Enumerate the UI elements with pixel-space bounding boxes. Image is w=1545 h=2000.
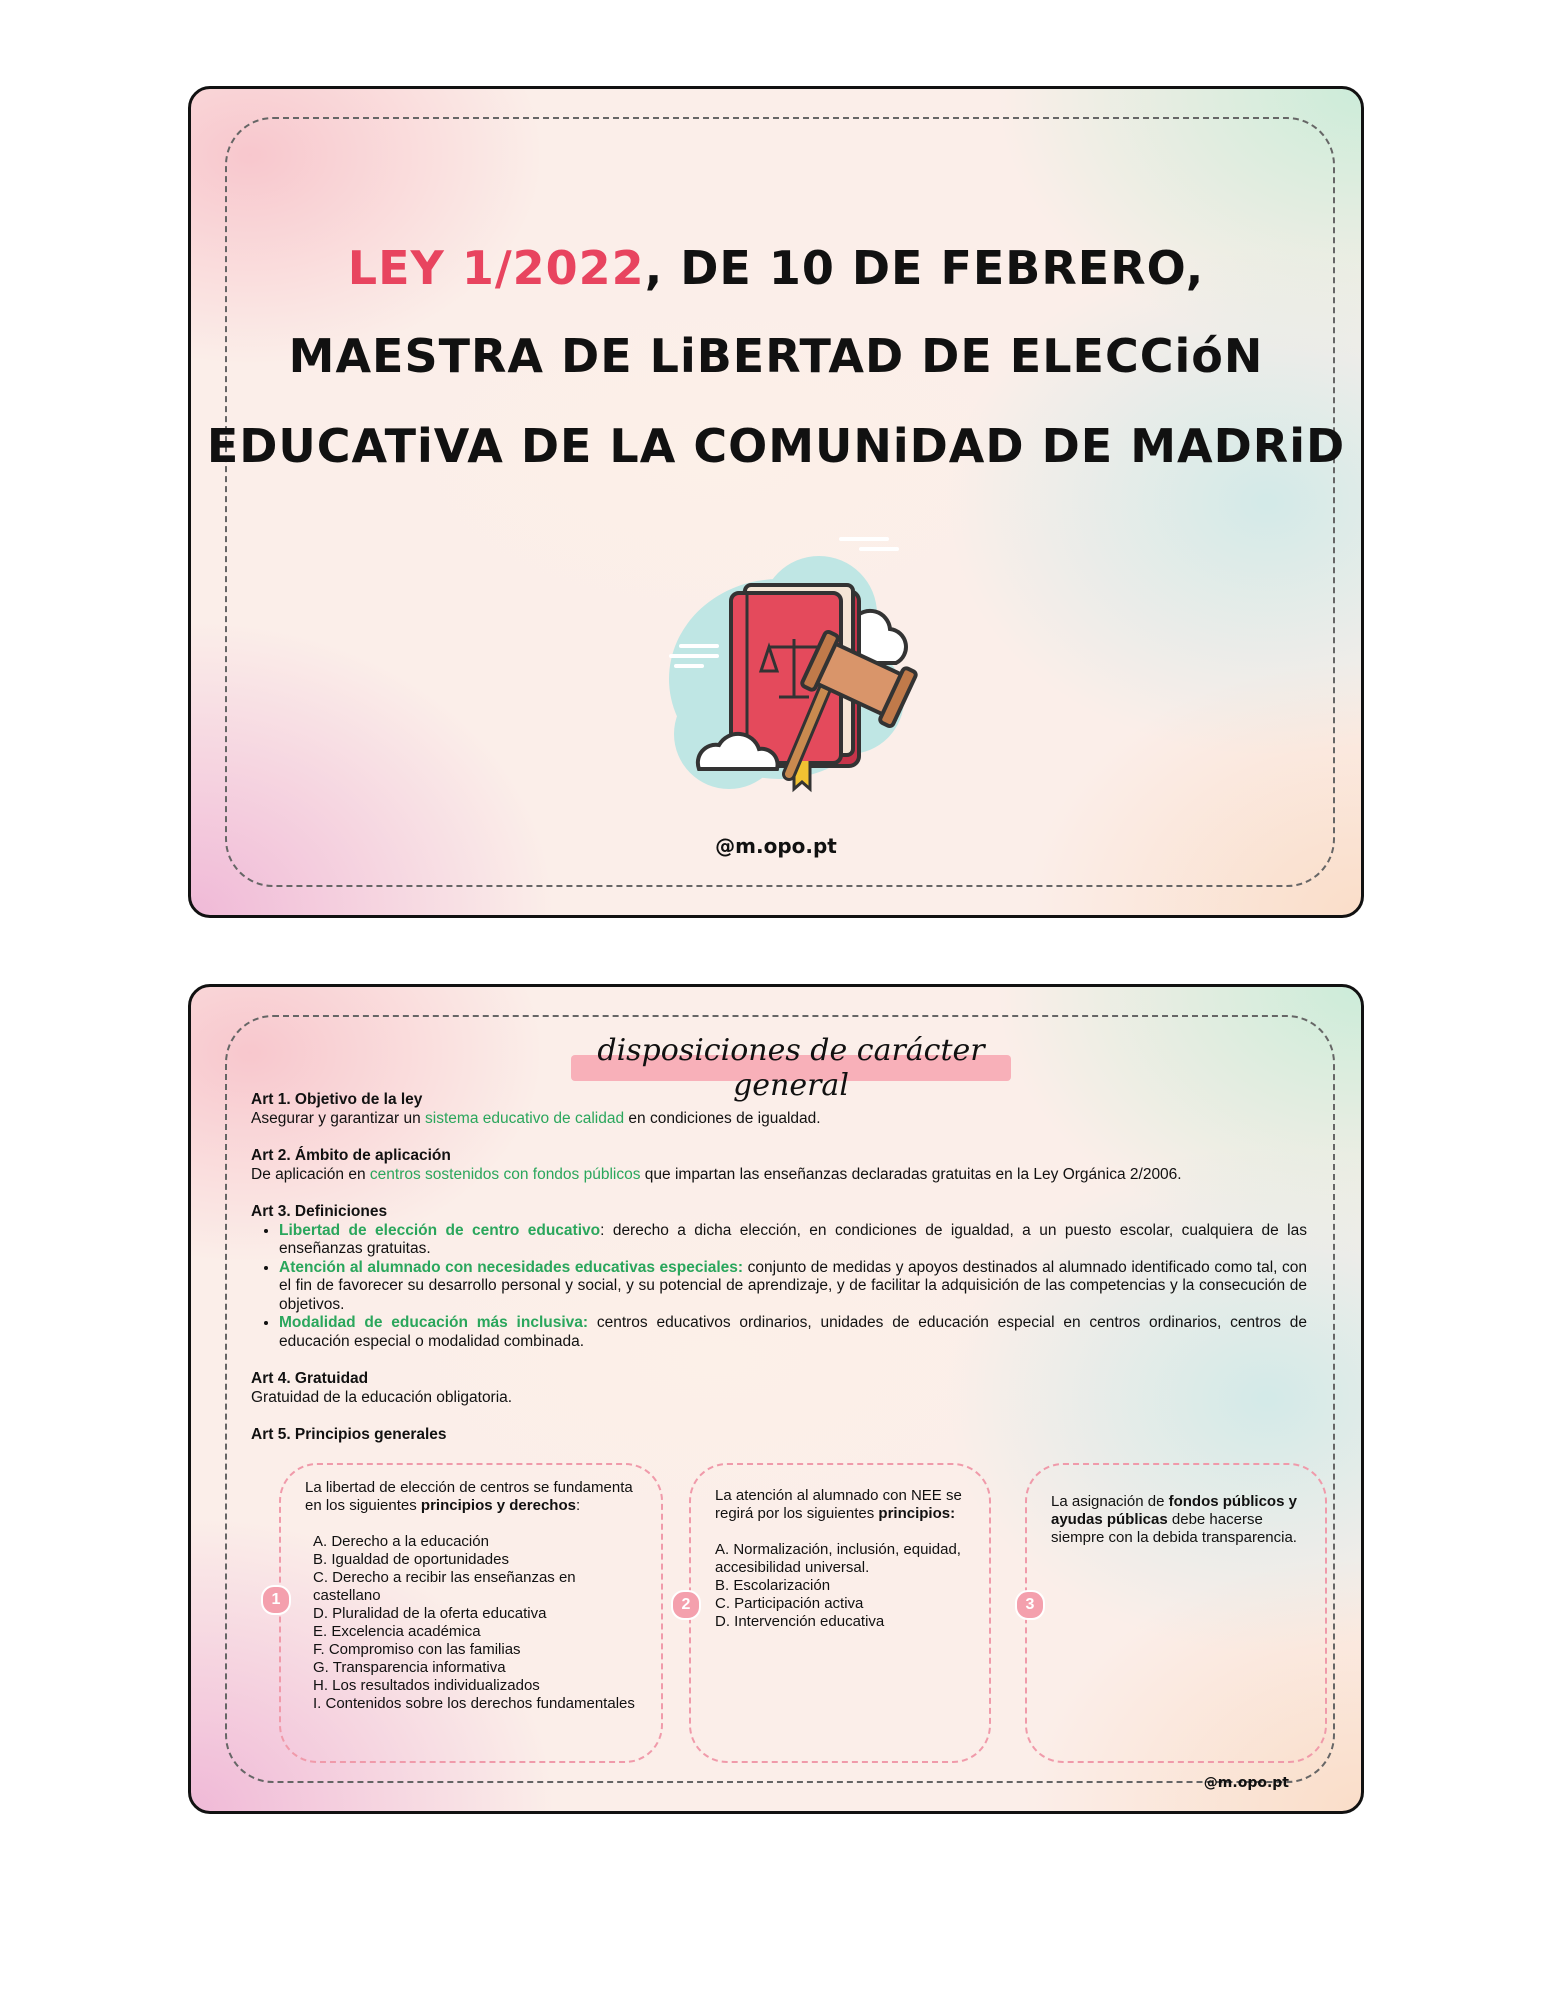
- article-2: [251, 1147, 1307, 1184]
- article-text: Asegurar y garantizar un sistema educativo de calidad en condiciones de igualdad.: [251, 1109, 821, 1127]
- article-4: [251, 1370, 1307, 1407]
- list-item: A. Normalización, inclusión, equidad, accesibilidad universal.: [715, 1541, 961, 1576]
- article-3: [251, 1203, 1307, 1351]
- list-item: • Atención al alumnado con necesidades educativas especiales: conjunto de medidas y apoyos destinados al alumnado identificado como tal, con el fin de favorecer su desarrollo personal y social, y su potencial de aprendizaje, y de facilitar la adquisición de las competencias y la consecución de objetivos.: [279, 1259, 1307, 1315]
- list-item: C. Participación activa: [715, 1595, 864, 1612]
- definitions-list: [251, 1222, 1307, 1352]
- list-item: D. Pluralidad de la oferta educativa: [313, 1605, 547, 1622]
- list-item: I. Contenidos sobre los derechos fundamentales: [313, 1695, 635, 1712]
- cover-slide: [188, 86, 1364, 918]
- article-title: Art 3. Definiciones: [251, 1203, 388, 1220]
- list-item: A. Derecho a la educación: [313, 1533, 489, 1550]
- list-item: F. Compromiso con las familias: [313, 1641, 521, 1658]
- number-badge-1: 1: [261, 1585, 291, 1615]
- article-1: [251, 1091, 1307, 1128]
- principles-box-1: [279, 1463, 663, 1763]
- article-title: Art 1. Objetivo de la ley: [251, 1091, 423, 1108]
- title-line-2: MAESTRA DE LiBERTAD DE ELECCióN: [288, 329, 1264, 383]
- article-title: Art 5. Principios generales: [251, 1426, 447, 1443]
- article-5: [251, 1426, 1307, 1445]
- section-title: disposiciones de carácter general: [571, 1033, 1011, 1075]
- law-book-gavel-illustration: [619, 529, 939, 799]
- number-badge-2: 2: [671, 1590, 701, 1620]
- author-handle: @m.opo.pt: [1203, 1775, 1289, 1791]
- author-handle: @m.opo.pt: [715, 834, 837, 858]
- article-title: Art 4. Gratuidad: [251, 1370, 369, 1387]
- box-text: La atención al alumnado con NEE se regirá por los siguientes principios: A. Normalización, inclusión, equidad, accesibilidad universal. B. Escolarización C. Participación activa D. Intervención educativa: [715, 1487, 973, 1631]
- title-line-1: LEY 1/2022, DE 10 DE FEBRERO,: [347, 241, 1205, 295]
- list-item: C. Derecho a recibir las enseñanzas en castellano: [313, 1569, 576, 1604]
- content-slide: [188, 984, 1364, 1814]
- number-badge-3: 3: [1015, 1590, 1045, 1620]
- box-text: La asignación de fondos públicos y ayudas públicas debe hacerse siempre con la debida transparencia.: [1051, 1493, 1297, 1546]
- list-item: B. Escolarización: [715, 1577, 831, 1594]
- title-line-3: EDUCATiVA DE LA COMUNiDAD DE MADRiD: [206, 419, 1346, 473]
- list-item: E. Excelencia académica: [313, 1623, 481, 1640]
- principles-box-2: [689, 1463, 991, 1763]
- list-item: G. Transparencia informativa: [313, 1659, 506, 1676]
- box-text: La libertad de elección de centros se fundamenta en los siguientes principios y derechos: A. Derecho a la educación B. Igualdad de oportunidades C. Derecho a recibir las enseñanzas en castellano D. Pluralidad de la oferta educativa E. Excelencia académica F. Compromiso con las familias G. Transparencia informativa H. Los resultados individualizados I. Contenidos sobre los derechos fundamentales: [305, 1479, 645, 1713]
- article-title: Art 2. Ámbito de aplicación: [251, 1147, 451, 1164]
- law-number: LEY 1/2022: [347, 241, 645, 295]
- list-item: B. Igualdad de oportunidades: [313, 1551, 509, 1568]
- articles-content: [251, 1091, 1307, 1464]
- list-item: D. Intervención educativa: [715, 1613, 885, 1630]
- list-item: H. Los resultados individualizados: [313, 1677, 540, 1694]
- article-text: De aplicación en centros sostenidos con fondos públicos que impartan las enseñanzas declaradas gratuitas en la Ley Orgánica 2/2006.: [251, 1165, 1182, 1183]
- list-item: • Modalidad de educación más inclusiva: centros educativos ordinarios, unidades de educación especial en centros ordinarios, centros de educación especial o modalidad combinada.: [279, 1314, 1307, 1351]
- article-text: Gratuidad de la educación obligatoria.: [251, 1388, 513, 1406]
- principles-box-3: [1025, 1463, 1327, 1763]
- list-item: • Libertad de elección de centro educativo: derecho a dicha elección, en condiciones de igualdad, a un puesto escolar, cualquiera de las enseñanzas gratuitas.: [279, 1222, 1307, 1259]
